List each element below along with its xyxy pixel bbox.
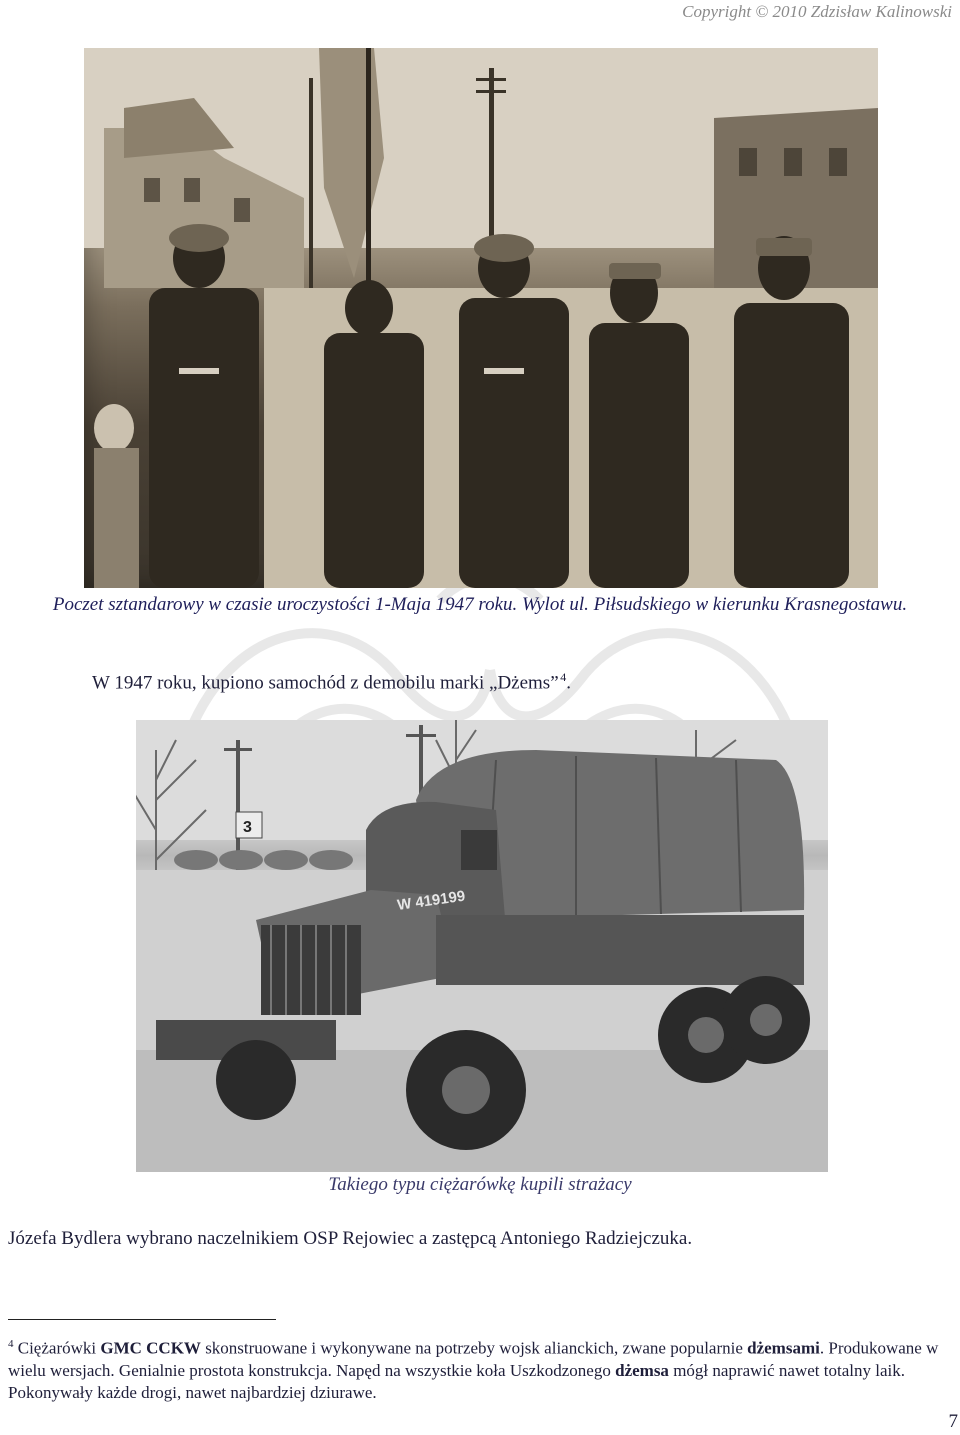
photo1-caption: Poczet sztandarowy w czasie uroczystości 1-Maja 1947 roku. Wylot ul. Piłsudskiego w kierunku Krasnegostawu. xyxy=(52,594,908,615)
sign-number: 3 xyxy=(243,819,252,836)
copyright-notice: Copyright © 2010 Zdzisław Kalinowski xyxy=(682,2,952,21)
photo-gmc-truck xyxy=(136,720,828,1172)
paragraph-end: . xyxy=(566,672,571,694)
photo-flag-bearers xyxy=(84,48,878,588)
photo2-caption: Takiego typu ciężarówkę kupili strażacy xyxy=(328,1174,632,1195)
footnote-bold-dzemsa: dżemsa xyxy=(615,1360,669,1380)
footnote-number: 4 xyxy=(8,1338,14,1350)
footnote xyxy=(8,1333,953,1404)
paragraph-truck-purchase xyxy=(92,670,571,694)
footnote-ref[interactable]: 4 xyxy=(560,670,567,684)
footnote-text-1: Ciężarówki xyxy=(13,1338,101,1358)
footnote-text-2: skonstruowane i wykonywane na potrzeby wojsk alianckich, zwane popularnie xyxy=(200,1338,748,1358)
footnote-text-3: . Produkowane w wielu wersjach. Genialnie prostota konstrukcja. Napęd na wszystkie koła Uszkodzonego xyxy=(8,1338,939,1380)
paragraph-osp-leaders: Józefa Bydlera wybrano naczelnikiem OSP Rejowiec a zastępcą Antoniego Radziejczuka. xyxy=(8,1228,693,1249)
footnote-divider xyxy=(8,1319,276,1320)
footnote-bold-dzemsami: dżemsami xyxy=(747,1338,820,1358)
footnote-text-4: mógł naprawić nawet totalny laik. Pokonywały każde drogi, nawet najbardziej dziurawe. xyxy=(8,1360,905,1402)
page-number: 7 xyxy=(948,1411,958,1432)
paragraph-truck-purchase-text: W 1947 roku, kupiono samochód z demobilu marki „Dżems” xyxy=(92,672,559,694)
truck-marking: W 419199 xyxy=(396,887,467,914)
footnote-bold-gmc: GMC CCKW xyxy=(100,1338,201,1358)
